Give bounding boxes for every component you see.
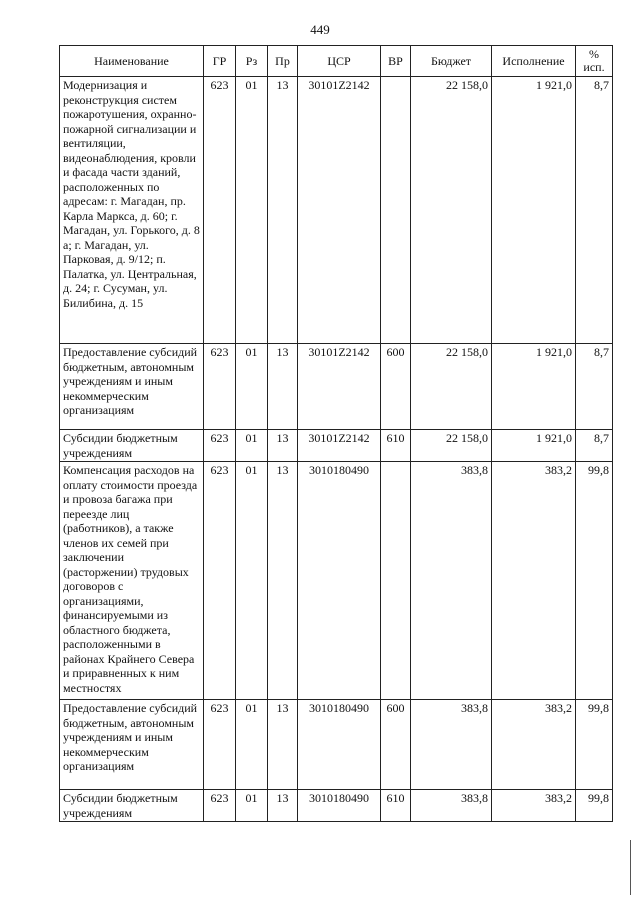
table-row	[60, 462, 613, 700]
row-csr: 30101Z2142	[298, 430, 381, 462]
row-rz: 01	[236, 344, 268, 430]
row-gr: 623	[204, 430, 236, 462]
row-rz: 01	[236, 77, 268, 344]
row-percent: 8,7	[576, 344, 613, 430]
row-budget: 383,8	[411, 790, 492, 822]
table-row	[60, 430, 613, 462]
header-csr: ЦСР	[298, 46, 381, 77]
row-budget: 22 158,0	[411, 77, 492, 344]
header-vr: ВР	[381, 46, 411, 77]
row-gr: 623	[204, 77, 236, 344]
row-execution: 383,2	[492, 462, 576, 700]
row-csr: 30101Z2142	[298, 344, 381, 430]
scan-edge-mark	[630, 840, 631, 895]
row-pr: 13	[268, 430, 298, 462]
row-rz: 01	[236, 790, 268, 822]
row-vr	[381, 462, 411, 700]
row-execution: 1 921,0	[492, 344, 576, 430]
row-budget: 22 158,0	[411, 430, 492, 462]
page-number: 449	[310, 22, 330, 37]
row-csr: 3010180490	[298, 462, 381, 700]
row-name: Субсидии бюджетным учреждениям	[60, 790, 204, 822]
row-rz: 01	[236, 430, 268, 462]
row-gr: 623	[204, 462, 236, 700]
row-pr: 13	[268, 344, 298, 430]
row-name: Субсидии бюджетным учреждениям	[60, 430, 204, 462]
row-vr: 610	[381, 430, 411, 462]
row-name: Модернизация и реконструкция систем пожаротушения, охранно-пожарной сигнализации и вентиляции, видеонаблюдения, кровли и фасада части зданий, расположенных по адресам: г. Магадан, пр. Карла Маркса, д. 60; г. Магадан, ул. Горького, д. 8 а; г. Магадан, ул. Парковая, д. 9/12; п. Палатка, ул. Центральная, д. 24; г. Сусуман, ул. Билибина, д. 15	[60, 77, 204, 344]
row-execution: 1 921,0	[492, 77, 576, 344]
row-percent: 99,8	[576, 700, 613, 790]
row-rz: 01	[236, 462, 268, 700]
header-name: Наименование	[60, 46, 204, 77]
row-budget: 383,8	[411, 700, 492, 790]
header-execution: Исполнение	[492, 46, 576, 77]
row-pr: 13	[268, 700, 298, 790]
table-row	[60, 344, 613, 430]
header-percent: % исп.	[576, 46, 613, 77]
row-percent: 8,7	[576, 77, 613, 344]
header-rz: Рз	[236, 46, 268, 77]
row-pr: 13	[268, 790, 298, 822]
row-execution: 1 921,0	[492, 430, 576, 462]
row-gr: 623	[204, 700, 236, 790]
header-pr: Пр	[268, 46, 298, 77]
row-execution: 383,2	[492, 700, 576, 790]
row-budget: 22 158,0	[411, 344, 492, 430]
row-name: Компенсация расходов на оплату стоимости проезда и провоза багажа при переезде лиц (работников), а также членов их семей при заключении (расторжении) трудовых договоров с организациями, финансируемыми из областного бюджета, расположенными в районах Крайнего Севера и приравненных к ним местностях	[60, 462, 204, 700]
row-gr: 623	[204, 344, 236, 430]
header-budget: Бюджет	[411, 46, 492, 77]
budget-execution-table	[59, 45, 613, 822]
row-pr: 13	[268, 462, 298, 700]
table-row	[60, 700, 613, 790]
row-name: Предоставление субсидий бюджетным, автономным учреждениям и иным некоммерческим организациям	[60, 344, 204, 430]
row-rz: 01	[236, 700, 268, 790]
table-header-row	[60, 46, 613, 77]
row-gr: 623	[204, 790, 236, 822]
row-name: Предоставление субсидий бюджетным, автономным учреждениям и иным некоммерческим организациям	[60, 700, 204, 790]
row-percent: 99,8	[576, 790, 613, 822]
table-row	[60, 77, 613, 344]
row-vr: 600	[381, 700, 411, 790]
row-percent: 99,8	[576, 462, 613, 700]
row-csr: 3010180490	[298, 790, 381, 822]
row-vr: 600	[381, 344, 411, 430]
row-percent: 8,7	[576, 430, 613, 462]
table-row	[60, 790, 613, 822]
row-csr: 30101Z2142	[298, 77, 381, 344]
row-vr	[381, 77, 411, 344]
row-execution: 383,2	[492, 790, 576, 822]
row-pr: 13	[268, 77, 298, 344]
header-gr: ГР	[204, 46, 236, 77]
row-budget: 383,8	[411, 462, 492, 700]
row-csr: 3010180490	[298, 700, 381, 790]
row-vr: 610	[381, 790, 411, 822]
